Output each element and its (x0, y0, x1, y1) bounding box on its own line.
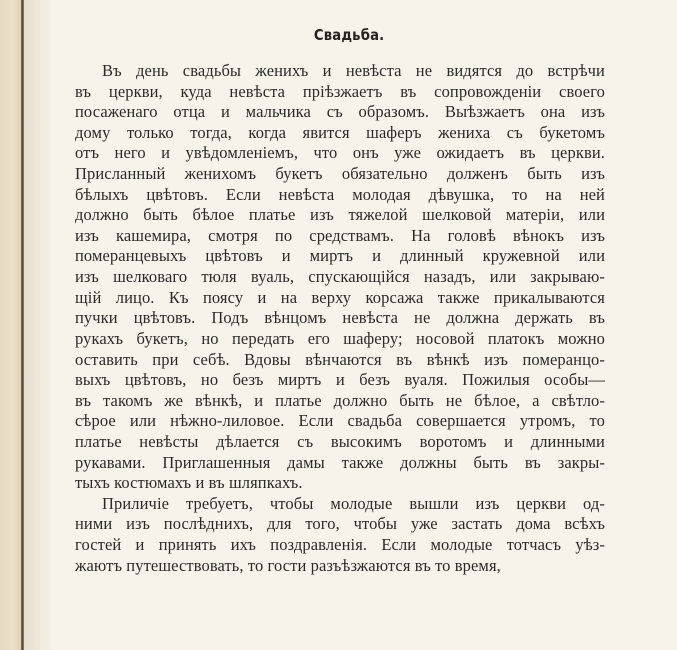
text-line: платье невѣсты дѣлается съ высокимъ воротомъ и длинными (75, 431, 605, 451)
text-line: гостей и принять ихъ поздравленiя. Если молодые тотчасъ уѣз- (75, 535, 605, 555)
section-title: Свадьба. (313, 26, 385, 44)
text-line: отъ него и увѣдомленiемъ, что онъ уже ожидаетъ въ церкви. (75, 143, 605, 163)
text-line: въ такомъ же вѣнкѣ, и платье должно быть не бѣлое, а свѣтло- (75, 390, 605, 410)
text-line: померанцевыхъ цвѣтовъ и миртъ и длинный кружевной или (75, 246, 605, 266)
book-page (24, 0, 677, 650)
text-line: тыхъ костюмахъ и въ шляпкахъ. (75, 473, 303, 493)
body-text (75, 61, 605, 576)
text-line: въ церкви, куда невѣста прiѣзжаетъ въ сопровожденiи своего (75, 81, 605, 101)
text-line: пучки цвѣтовъ. Подъ вѣнцомъ невѣста не должна держать въ (75, 308, 605, 328)
text-line: выхъ цвѣтовъ, но безъ миртъ и безъ вуаля. Пожилыя особы— (75, 370, 605, 390)
text-line: Приличiе требуетъ, чтобы молодые вышли изъ церкви од- (102, 493, 605, 513)
text-line: Въ день свадьбы женихъ и невѣста не видятся до встрѣчи (102, 61, 605, 80)
adjacent-page-edge (0, 0, 21, 650)
text-line: ними изъ послѣднихъ, для того, чтобы уже застать дома всѣхъ (75, 514, 605, 534)
text-line: рукавами. Приглашенныя дамы также должны быть въ закры- (75, 452, 605, 472)
text-line: щiй лицо. Къ поясу и на верху корсажа также прикалываются (75, 287, 605, 307)
text-line: должно быть бѣлое платье изъ тяжелой шелковой матерiи, или (75, 205, 605, 225)
paragraph-1 (75, 61, 605, 494)
text-line: бѣлыхъ цвѣтовъ. Если невѣста молодая дѣвушка, то на ней (75, 184, 605, 204)
text-line: оставить при себѣ. Вдовы вѣнчаются въ вѣнкѣ изъ померанцо- (75, 349, 605, 369)
paragraph-2 (75, 494, 605, 576)
text-line: дому только тогда, когда явится шаферъ жениха съ букетомъ (75, 122, 605, 142)
text-line: сѣрое или нѣжно-лиловое. Если свадьба совершается утромъ, то (75, 411, 605, 431)
text-line: посаженаго отца и мальчика съ образомъ. Выѣзжаетъ она изъ (75, 102, 605, 122)
text-line: рукахъ букетъ, но передать его шаферу; носовой платокъ можно (75, 328, 605, 348)
text-line: жаютъ путешествовать, то гости разъѣзжаются въ то время, (75, 555, 501, 575)
text-line: изъ шелковаго тюля вуаль, спускающiйся назадъ, или закрываю- (75, 267, 605, 287)
text-line: Присланный женихомъ букетъ обязательно долженъ быть изъ (75, 164, 605, 184)
text-line: изъ кашемира, смотря по средствамъ. На головѣ вѣнокъ изъ (75, 225, 605, 245)
